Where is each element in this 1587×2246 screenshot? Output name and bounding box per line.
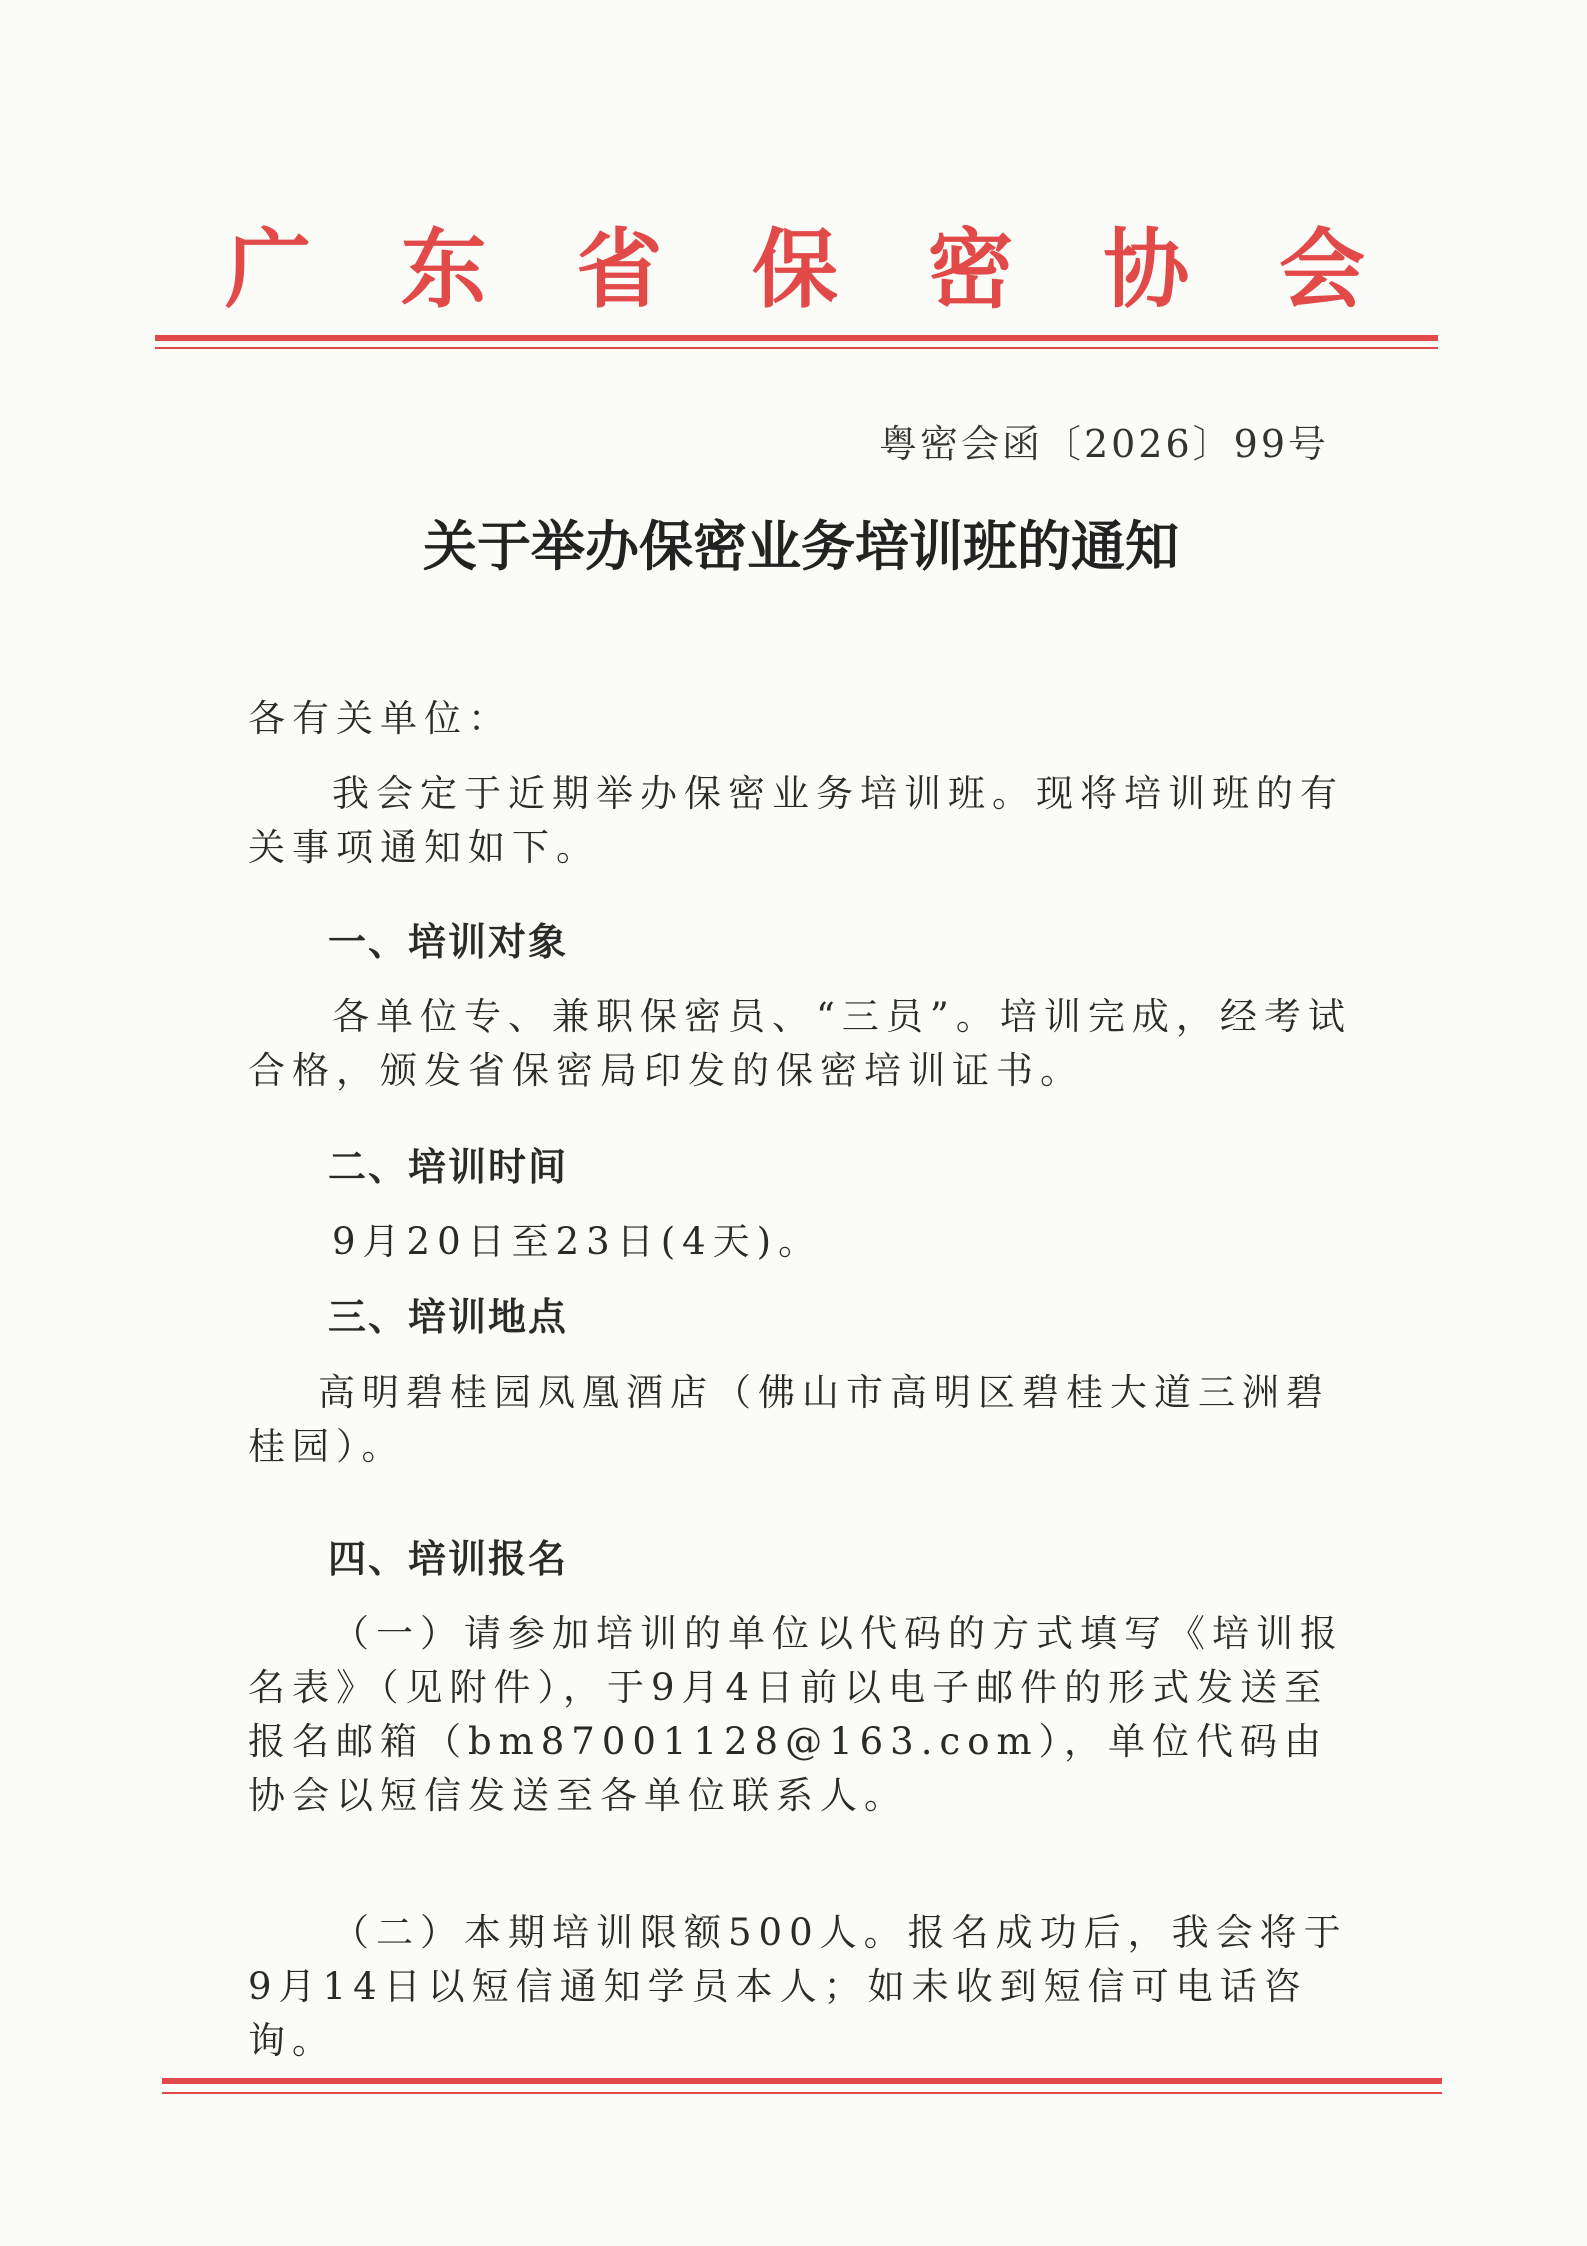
footer-divider-thick: [162, 2078, 1442, 2084]
section-paragraph-audience: 各单位专、兼职保密员、“三员”。培训完成，经考试合格，颁发省保密局印发的保密培训证书。: [248, 995, 1352, 1092]
registration-paragraph-2: （二）本期培训限额500人。报名成功后，我会将于9月14日以短信通知学员本人；如未收到短信可电话咨询。: [248, 1911, 1348, 2062]
document-title: 关于举办保密业务培训班的通知: [423, 514, 1179, 578]
letterhead-divider-thick: [155, 335, 1438, 341]
letterhead-divider-thin: [155, 347, 1438, 349]
letterhead-organization-name: [225, 215, 1365, 325]
section-heading-time: 二、培训时间: [328, 1145, 569, 1189]
section-paragraph-time: 9月20日至23日(4天)。: [332, 1220, 823, 1263]
registration-paragraph-1: （一）请参加培训的单位以代码的方式填写《培训报名表》（见附件），于9月4日前以电子邮件的形式发送至报名邮箱（bm87001128@163.com），单位代码由协会以短信发送至各单位联系人。: [248, 1612, 1344, 1817]
footer-divider-thin: [162, 2092, 1442, 2094]
section-heading-location: 三、培训地点: [328, 1295, 569, 1339]
section-paragraph-location: 高明碧桂园凤凰酒店（佛山市高明区碧桂大道三洲碧桂园）。: [248, 1371, 1330, 1468]
letterhead-char: 广: [225, 219, 311, 320]
section-heading-registration: 四、培训报名: [328, 1537, 569, 1581]
section-heading-audience: 一、培训对象: [328, 920, 569, 964]
document-number: 粤密会函〔2026〕99号: [878, 422, 1329, 466]
intro-paragraph: 我会定于近期举办保密业务培训班。现将培训班的有关事项通知如下。: [248, 772, 1344, 869]
letterhead-char: 会: [1278, 219, 1365, 320]
letterhead-char: 保: [751, 219, 838, 320]
letterhead-char: 协: [1103, 219, 1190, 320]
salutation: 各有关单位：: [248, 697, 512, 740]
letterhead-char: 密: [927, 219, 1014, 320]
letterhead-char: 东: [400, 219, 487, 320]
letterhead-char: 省: [576, 219, 663, 320]
